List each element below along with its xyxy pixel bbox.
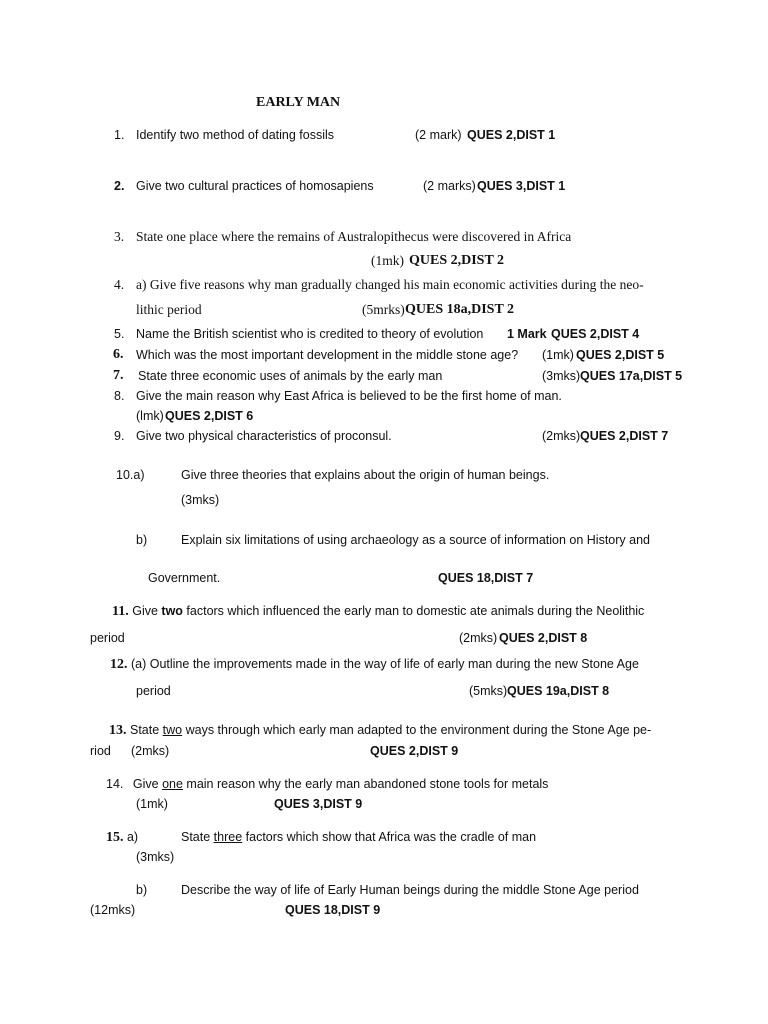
question-number: 11. xyxy=(112,604,129,619)
question-ref: QUES 2,DIST 2 xyxy=(409,253,505,268)
question-number: 4. xyxy=(114,277,125,292)
question-number: 13. xyxy=(109,723,127,738)
question-text-continued: Government. xyxy=(148,571,221,585)
question-text: Give two physical characteristics of proconsul. xyxy=(136,429,392,443)
question-ref: QUES 2,DIST 9 xyxy=(370,744,459,758)
question-text: Give xyxy=(132,604,158,618)
question-ref: QUES 18a,DIST 2 xyxy=(405,302,515,317)
question-text-continued: period xyxy=(136,684,171,698)
question-marks: (5mks) xyxy=(469,684,508,698)
question-ref: QUES 3,DIST 1 xyxy=(477,179,566,193)
question-ref: QUES 2,DIST 5 xyxy=(576,348,665,362)
subquestion-label: b) xyxy=(136,883,148,897)
subquestion-label: a) xyxy=(126,830,139,844)
question-number: 7. xyxy=(113,368,124,383)
question-text: Which was the most important development in the middle stone age? xyxy=(136,348,519,362)
question-text: State xyxy=(181,830,211,844)
question-text: factors which show that Africa was the cradle of man xyxy=(245,830,537,844)
question-text-continued: period xyxy=(90,631,125,645)
question-text-continued: riod xyxy=(90,744,111,758)
emphasis-word: two xyxy=(162,723,183,737)
question-text: State three economic uses of animals by the early man xyxy=(138,369,443,383)
question-marks: (3mks) xyxy=(136,850,175,864)
question-marks: (2mks) xyxy=(542,429,581,443)
emphasis-word: two xyxy=(161,604,183,618)
question-number: 3. xyxy=(114,229,125,244)
question-ref: QUES 17a,DIST 5 xyxy=(580,369,683,383)
question-ref: QUES 3,DIST 9 xyxy=(274,797,363,811)
question-marks: (5mrks) xyxy=(362,302,405,317)
question-text: Give two cultural practices of homosapiens xyxy=(136,179,374,193)
question-number: 8. xyxy=(114,389,125,403)
question-marks: (2mks) xyxy=(131,744,170,758)
question-text: Identify two method of dating fossils xyxy=(136,128,335,142)
question-number: 9. xyxy=(114,429,125,443)
question-text-continued: lithic period xyxy=(136,302,202,317)
question-number: 12. xyxy=(110,657,128,672)
emphasis-word: three xyxy=(213,830,243,844)
question-text: Give the main reason why East Africa is believed to be the first home of man. xyxy=(136,389,562,403)
question-text: a) Give five reasons why man gradually changed his main economic activities during the neo- xyxy=(136,277,644,292)
question-ref: QUES 2,DIST 8 xyxy=(499,631,588,645)
question-text: Name the British scientist who is credited to theory of evolution xyxy=(136,327,484,341)
question-text: Explain six limitations of using archaeology as a source of information on History and xyxy=(181,533,650,547)
question-ref: QUES 19a,DIST 8 xyxy=(507,684,610,698)
question-marks: (lmk) xyxy=(136,409,164,423)
question-marks: (3mks) xyxy=(542,369,581,383)
question-number: 10.a) xyxy=(116,468,145,482)
question-text: Give three theories that explains about the origin of human beings. xyxy=(181,468,550,482)
page-title: EARLY MAN xyxy=(256,95,341,110)
question-text: main reason why the early man abandoned stone tools for metals xyxy=(186,777,549,791)
question-text: Give xyxy=(132,777,159,791)
question-number: 6. xyxy=(113,347,124,362)
question-text: State one place where the remains of Australopithecus were discovered in Africa xyxy=(136,229,572,244)
question-number: 15. xyxy=(106,830,124,845)
question-marks: 1 Mark xyxy=(507,327,547,341)
question-ref: QUES 2,DIST 6 xyxy=(165,409,254,423)
question-number: 1. xyxy=(114,128,125,142)
question-marks: (2 mark) xyxy=(415,128,462,142)
question-ref: QUES 2,DIST 4 xyxy=(551,327,640,341)
question-number: 2. xyxy=(114,179,125,193)
question-marks: (2 marks) xyxy=(423,179,476,193)
question-ref: QUES 18,DIST 7 xyxy=(438,571,534,585)
question-marks: (1mk) xyxy=(542,348,574,362)
question-text: Describe the way of life of Early Human beings during the middle Stone Age period xyxy=(181,883,639,897)
question-ref: QUES 2,DIST 7 xyxy=(580,429,669,443)
question-marks: (1mk) xyxy=(136,797,168,811)
subquestion-label: b) xyxy=(136,533,148,547)
question-ref: QUES 18,DIST 9 xyxy=(285,903,381,917)
question-marks: (12mks) xyxy=(90,903,136,917)
question-marks: (2mks) xyxy=(459,631,498,645)
question-ref: QUES 2,DIST 1 xyxy=(467,128,556,142)
question-text: (a) Outline the improvements made in the way of life of early man during the new Stone Age xyxy=(130,657,639,671)
question-text: ways through which early man adapted to the environment during the Stone Age pe- xyxy=(185,723,652,737)
question-marks: (1mk) xyxy=(371,253,404,268)
question-marks: (3mks) xyxy=(181,493,220,507)
emphasis-word: one xyxy=(162,777,183,791)
question-number: 5. xyxy=(114,327,125,341)
question-number: 14. xyxy=(106,777,124,791)
question-text: State xyxy=(129,723,160,737)
question-text: factors which influenced the early man to domestic ate animals during the Neolithic xyxy=(186,604,645,618)
